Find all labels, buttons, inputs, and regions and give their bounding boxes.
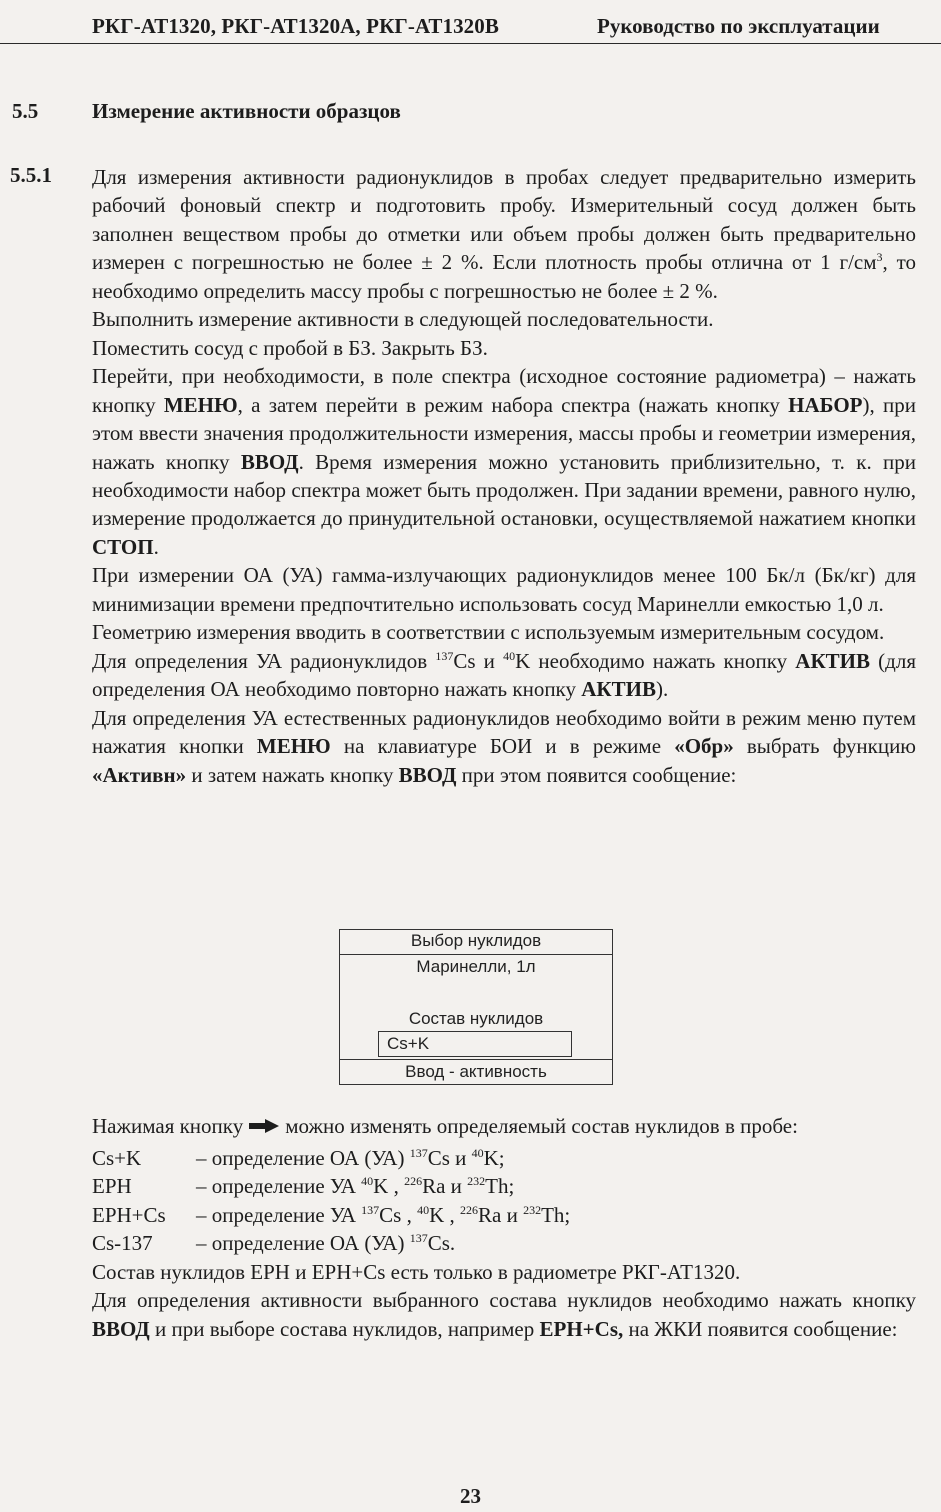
paragraph-4: Перейти, при необходимости, в поле спектра (исходное состояние радиометра) – нажать кнопку МЕНЮ, а затем перейти в режим набора спектра (нажать кнопку НАБОР), при этом ввести значения продолжительности измерения, массы пробы и геометрии измерения, нажать кнопку ВВОД. Время измерения можно установить приблизительно, т. к. при необходимости набор спектра может быть продолжен. При задании времени, равного нулю, измерение продолжается до принудительной остановки, осуществляемой нажатием кнопки СТОП. xyxy=(92,364,916,559)
key-menu-2: МЕНЮ xyxy=(256,734,331,759)
lcd-divider-bottom xyxy=(340,1059,612,1060)
page-number: 23 xyxy=(460,1484,481,1508)
key-aktiv: АКТИВ xyxy=(795,648,871,673)
lcd-geometry: Маринелли, 1л xyxy=(416,957,536,976)
lcd-composition-field: Cs+K xyxy=(378,1031,572,1057)
paragraph-6: Геометрию измерения вводить в соответствии с используемым измерительным сосудом. xyxy=(92,620,885,645)
lcd-screen xyxy=(339,929,613,1085)
lcd-composition-label: Состав нуклидов xyxy=(408,1009,544,1028)
list-item: Cs+K – определение ОА (УА) $^{137}$Cs и $^{40}$K; xyxy=(92,1145,505,1170)
lcd-footer: Ввод - активность xyxy=(405,1062,547,1081)
key-vvod-2: ВВОД xyxy=(398,762,457,787)
lower-section xyxy=(92,1112,916,1343)
mode-obr: «Обр» xyxy=(674,734,734,759)
section-title: Измерение активности образцов xyxy=(92,99,401,123)
paragraph-8: Для определения УА естественных радионуклидов необходимо войти в режим меню путем нажатия кнопки МЕНЮ на клавиатуре БОИ и в режиме «Обр» выбрать функцию «Активн» и затем нажать кнопку ВВОД при этом появится сообщение: xyxy=(92,705,916,787)
lcd-divider-top xyxy=(340,954,612,955)
section-number: 5.5 xyxy=(12,99,39,123)
key-menu: МЕНЮ xyxy=(163,392,238,417)
header-rule xyxy=(0,43,941,44)
header-models: РКГ-АТ1320, РКГ-АТ1320А, РКГ-АТ1320В xyxy=(92,14,499,38)
list-item: ЕРН+Cs – определение УА $^{137}$Cs , $^{40}$K , $^{226}$Ra и $^{232}$Th; xyxy=(92,1202,571,1227)
note-line: Состав нуклидов ЕРН и ЕРН+Cs есть только в радиометре РКГ-АТ1320. xyxy=(92,1259,741,1284)
key-aktiv-2: АКТИВ xyxy=(581,677,656,702)
key-vvod: ВВОД xyxy=(240,449,299,474)
paragraph-5: При измерении ОА (УА) гамма-излучающих радионуклидов менее 100 Бк/л (Бк/кг) для минимизации времени предпочтительно использовать сосуд Маринелли емкостью 1,0 л. xyxy=(92,563,916,616)
paragraph-2: Выполнить измерение активности в следующей последовательности. xyxy=(92,307,714,332)
key-vvod-3: ВВОД xyxy=(92,1316,150,1341)
paragraph-1: Для измерения активности радионуклидов в пробах следует предварительно измерить рабочий фоновый спектр и подготовить пробу. Измерительный сосуд должен быть заполнен веществом пробы до отметки или объем пробы должен быть предварительно измерен с погрешностью не более ± 2 %. Если плотность пробы отлична от 1 $г/см^3$, то необходимо определить массу пробы с погрешностью не более ± 2 %. xyxy=(92,165,916,303)
header-doc-type: Руководство по эксплуатации xyxy=(597,14,880,38)
example-ern-cs: ЕРН+Cs, xyxy=(539,1316,624,1341)
subsection-number: 5.5.1 xyxy=(10,163,52,187)
intro-line: Нажимая кнопку можно изменять определяемый состав нуклидов в пробе: xyxy=(92,1112,916,1144)
list-item: ЕРН – определение УА $^{40}$K , $^{226}$Ra и $^{232}$Th; xyxy=(92,1174,515,1199)
right-arrow-key-icon xyxy=(249,1112,279,1140)
paragraph-3: Поместить сосуд с пробой в БЗ. Закрыть БЗ. xyxy=(92,335,488,360)
lcd-title: Выбор нуклидов xyxy=(410,931,542,950)
body-paragraphs xyxy=(92,163,916,789)
key-nabor: НАБОР xyxy=(788,392,863,417)
function-aktivn: «Активн» xyxy=(92,762,187,787)
list-item: Cs-137 – определение ОА (УА) $^{137}$Cs. xyxy=(92,1231,456,1256)
key-stop: СТОП xyxy=(92,534,154,559)
paragraph-7: Для определения УА радионуклидов $^{137}$Cs и $^{40}$K необходимо нажать кнопку АКТИВ (для определения ОА необходимо повторно нажать кнопку АКТИВ). xyxy=(92,648,916,702)
last-paragraph: Для определения активности выбранного состава нуклидов необходимо нажать кнопку ВВОД и при выборе состава нуклидов, например ЕРН+Cs, на ЖКИ появится сообщение: xyxy=(92,1288,916,1341)
